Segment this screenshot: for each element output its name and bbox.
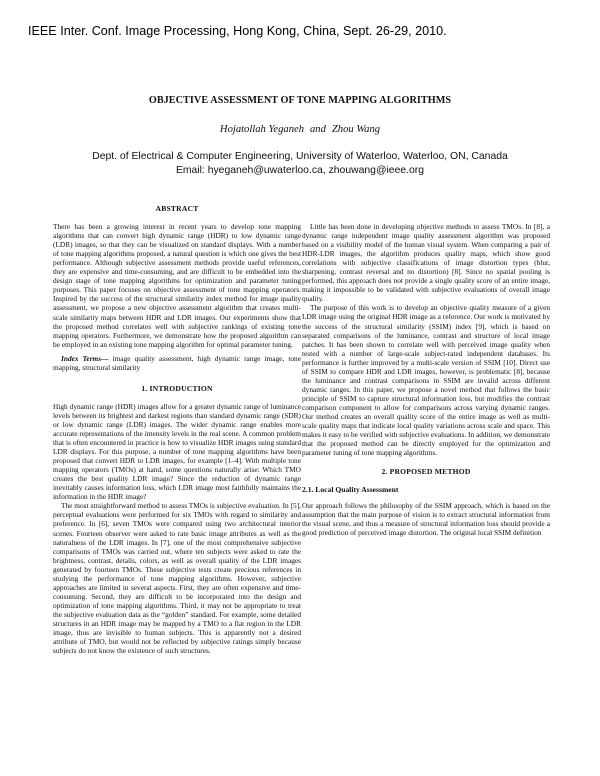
abstract-heading: ABSTRACT bbox=[155, 204, 199, 213]
conference-header: IEEE Inter. Conf. Image Processing, Hong Kong, China, Sept. 26-29, 2010. bbox=[28, 24, 447, 38]
affiliation-block bbox=[0, 150, 600, 178]
intro-paragraph-1: High dynamic range (HDR) images allow for a greater dynamic range of luminance levels between its brightest and darkest regions than standard dynamic range (SDR) or low dynamic range (LDR) images. The wider dynamic range enables more accurate representations of the intensity levels in the real scene. A common problem that is often encountered in practice is how to visualize HDR images using standard LDR displays. For this purpose, a number of tone mapping algorithms have been proposed that convert HDR to LDR images, for example [1–4]. With multiple tone mapping operators (TMOs) at hand, some questions naturally arise: Which TMO creates the best quality LDR image? Since the reduction of dynamic range inevitably causes information loss, which LDR image most faithfully maintains the information in the HDR image? bbox=[53, 401, 301, 502]
intro-paragraph-4: The purpose of this work is to develop an objective quality measure of a given LDR image using the original HDR image as a reference. Our work is motivated by the success of the structural similarity (SSIM) index [9], which is based on separated comparisons of the luminance, contrast and structure of local image patches. It has been shown to correlate well with perceived image quality when tested with a number of large-scale subject-rated independent databases. Its performance is further improved by a multi-scale version of SSIM [10]. Direct use of SSIM to compare HDR and LDR images, however, is problematic [8], because the luminance and contrast comparisons in SSIM are invalid across different dynamic ranges. In this paper, we propose a novel method that follows the basic principle of SSIM to capture structural information loss, but modifies the contrast comparison component to allow for comparisons across varying dynamic ranges. Our method creates an overall quality score of the entire image as well as multi-scale quality maps that indicate local quality variations across scale and space. This makes it easy to be verified with subjective evaluations. In addition, we demonstrate that the proposed method can be directly employed for the optimization and parameter tuning of tone mapping algorithms. bbox=[302, 303, 550, 458]
method-paragraph-1: Our approach follows the philosophy of the SSIM approach, which is based on the assumption that the main purpose of vision is to extract structural information from the visual scene, and thus a measure of structural information loss should provide a good prediction of perceived image distortion. The original local SSIM definition bbox=[302, 501, 550, 538]
method-subheading: 2.1. Local Quality Assessment bbox=[302, 485, 399, 495]
author-1: Hojatollah Yeganeh bbox=[219, 124, 304, 135]
authors-line bbox=[0, 124, 600, 135]
method-heading: 2. PROPOSED METHOD bbox=[381, 467, 471, 477]
author-emails: Email: hyeganeh@uwaterloo.ca, zhouwang@ieee.org bbox=[175, 165, 425, 176]
left-column bbox=[53, 204, 301, 655]
index-terms-text: image quality assessment, high dynamic range image, tone mapping, structural similarity bbox=[53, 353, 301, 372]
intro-paragraph-3: Little has been done in developing objective methods to assess TMOs. In [8], a dynamic range independent image quality assessment algorithm was proposed based on a visibility model of the human visual system. When comparing a pair of HDR-LDR images, the algorithm produces quality maps, which show good correlations with subjective classifications of image distortion types (blur, sharpening, contrast reversal and no distortion) [8]. Since no spatial pooling is performed, this approach does not provide a single quality score of an entire image, making it impossible to be validated with subjective evaluations of overall image quality. bbox=[302, 222, 550, 304]
author-separator: and bbox=[310, 124, 326, 135]
abstract-text: There has been a growing interest in recent years to develop tone mapping algorithms that can convert high dynamic range (HDR) to low dynamic range (LDR) images, so that they can be visualized on standard displays. With a number of tone mapping algorithms proposed, a natural question is which one gives the best performance. Although subjective assessment methods provide useful references, they are expensive and time-consuming, and are difficult to be embedded into the design stage of tone mapping algorithms for optimization and parameter tuning purposes. This paper focuses on objective assessment of tone mapping operators. Inspired by the success of the structural similarity index method for image quality assessment, we propose a new objective assessment algorithm that creates multi-scale similarity maps between HDR and LDR images. Our experiments show that the proposed method correlates well with subjective rankings of existing tone mapping operators. Furthermore, we demonstrate how the proposed algorithm can be employed in an existing tone mapping algorithm for optimal parameter tuning. bbox=[53, 222, 301, 349]
introduction-heading: 1. INTRODUCTION bbox=[141, 383, 213, 393]
author-2: Zhou Wang bbox=[331, 124, 381, 135]
affiliation: Dept. of Electrical & Computer Engineering, University of Waterloo, Waterloo, ON, Canada bbox=[92, 151, 508, 162]
intro-paragraph-2: The most straightforward method to assess TMOs is subjective evaluation. In [5], perceptual evaluations were performed for six TMOs with regard to similarity and preference. In [6], seven TMOs were compared using two architectural interior scenes. Fourteen observer were asked to rate basic image attributes as well as the naturalness of the LDR images. In [7], one of the most comprehensive subjective comparisons of TMOs was carried out, where ten subjects were asked to rate the brightness, contrast, details, colors, as well as overall quality of the LDR images generated by fourteen TMOs. These subjective tests create precious references in studying the performance of tone mapping algorithms. However, subjective approaches are limited in several aspects. First, they are often expensive and time-consuming. Second, they are difficult to be incorporated into the design and optimization of tone mapping algorithms. Third, it may not be appropriate to treat the subjective evaluation data as the “golden” standard. For example, some detailed structures in an HDR image may be mapped by a TMO to a flat region in the LDR image, thus are invisible to human subjects. This is apparently not a desired attribute of TMO, but would not be reflected by subjective ratings simply because subjects do not know the existence of such structures. bbox=[53, 501, 301, 656]
index-terms bbox=[53, 354, 301, 372]
index-terms-label: Index Terms— bbox=[61, 353, 109, 363]
right-column bbox=[302, 222, 550, 538]
paper-title: OBJECTIVE ASSESSMENT OF TONE MAPPING ALGORITHMS bbox=[148, 95, 452, 106]
